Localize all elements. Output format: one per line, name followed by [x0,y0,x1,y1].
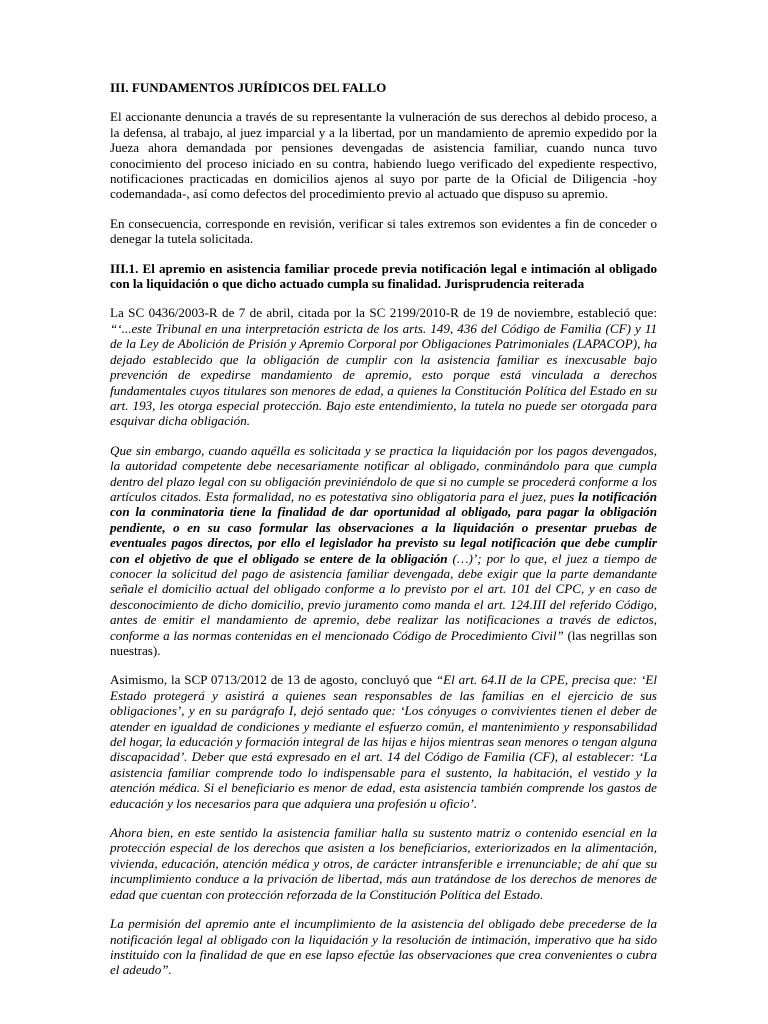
citation-intro: La SC 0436/2003-R de 7 de abril, citada por la SC 2199/2010-R de 19 de noviembre, estableció que: [110,305,657,321]
paragraph-apremio-permission: La permisión del apremio ante el incumplimiento de la asistencia del obligado debe precederse de la notificación legal al obligado con la liquidación y la resolución de intimación, imperativo que ha sido instituido con la finalidad de que en ese lapso efectúe las observaciones que crea convenientes o cubra el adeudo”. [110,916,657,978]
citation-intro-2: Asimismo, la SCP 0713/2012 de 13 de agosto, concluyó que [110,672,436,688]
paragraph-family-assistance: Ahora bien, en este sentido la asistencia familiar halla su sustento matriz o contenido esencial en la protección especial de los derechos que asisten a los beneficiarios, exteriorizados en la alimentación, vivienda, educación, atención médica y otros, de carácter intransferible e irrenunciable; de ahí que su incumplimiento conduce a la privación de libertad, más aun tratándose de los derechos de menores de edad que cuentan con protección reforzada de la Constitución Política del Estado. [110,825,657,902]
quote-part-a: Que sin embargo, cuando aquélla es solicitada y se practica la liquidación por los pagos devengados, la autoridad competente debe necesariamente notificar al obligado, conminándolo para que cumpla dentro del plazo legal con su obligación previniéndolo de que si no cumple se procederá conforme a los artículos citados. Esta formalidad, no es potestativa sino obligatoria para el juez, pues [110,442,657,504]
emphasis-note: (las negrillas son nuestras). [110,627,657,658]
citation-quote: “‘...este Tribunal en una interpretación estricta de los arts. 149, 436 del Código de Familia (CF) y 11 de la Ley de Abolición de Prisión y Apremio Corporal por Obligaciones Patrimoniales (LAPACOP), ha dejado establecido que la obligación de cumplir con la asistencia familiar es inexcusable bajo prevención de expedirse mandamiento de apremio, esto porque está vinculada a derechos fundamentales cuyos titulares son menores de edad, a quienes la Constitución Política del Estado en su art. 193, les otorga especial protección. Bajo este entendimiento, la tutela no puede ser otorgada para esquivar dicha obligación. [110,320,657,429]
section-heading: III. FUNDAMENTOS JURÍDICOS DEL FALLO [110,80,387,95]
paragraph-liquidation [110,443,657,659]
paragraph-complaint: El accionante denuncia a través de su representante la vulneración de sus derechos al debido proceso, a la defensa, al trabajo, al juez imparcial y a la libertad, por un mandamiento de apremio expedido por la Jueza ahora demandada por pensiones devengadas de asistencia familiar, cuando nunca tuvo conocimiento del proceso iniciado en su contra, habiendo luego verificado del expediente respectivo, notificaciones practicadas en domicilios ajenos al suyo por parte de la Oficial de Diligencia -hoy codemandada-, así como defectos del procedimiento previo al actuado que dispuso su apremio. [110,109,657,202]
paragraph-scp-0713 [110,672,657,811]
quote-part-b: (…)’; por lo que, el juez a tiempo de conocer la solicitud del pago de asistencia familiar devengada, debe exigir que la parte demandante señale el domicilio actual del obligado conforme a lo previsto por el art. 101 del CPC, y en caso de desconocimiento de dicho domicilio, previo juramento como manda el art. 124.III del referido Código, antes de emitir el mandamiento de apremio, debe realizar las notificaciones a través de edictos, conforme a las normas contenidas en el mencionado Código de Procedimiento Civil” [110,550,657,643]
paragraph-consequence: En consecuencia, corresponde en revisión, verificar si tales extremos son evidentes a fin de conceder o denegar la tutela solicitada. [110,215,657,247]
subsection-heading: III.1. El apremio en asistencia familiar procede previa notificación legal e intimación al obligado con la liquidación o que dicho actuado cumpla su finalidad. Jurisprudencia reiterada [110,260,657,292]
document-page [110,80,657,992]
citation-quote-2: “El art. 64.II de la CPE, precisa que: ‘El Estado protegerá y asistirá a quienes sean responsables de las familias en el ejercicio de sus obligaciones’, y en su parágrafo I, dejó sentado que: ‘Los cónyuges o convivientes tienen el deber de atender en igualdad de condiciones y mediante el esfuerzo común, el mantenimiento y responsabilidad del hogar, la educación y formación integral de las hijas e hijos mientras sean menores o tengan alguna discapacidad’. Deber que está expresado en el art. 14 del Código de Familia (CF), al establecer: ‘La asistencia familiar comprende todo lo indispensable para el sustento, la habitación, el vestido y la atención médica. Si el beneficiario es menor de edad, esta asistencia también comprende los gastos de educación y los necesarios para que adquiera una profesión u oficio’. [110,672,657,811]
quote-bold-part: la notificación con la conminatoria tiene la finalidad de dar oportunidad al obligado, para pagar la obligación pendiente, o en su caso formular las observaciones a la liquidación o presentar pruebas de eventuales pagos directos, por ello el legislador ha previsto su legal notificación que debe cumplir con el objetivo de que el obligado se entere de la obligación [110,488,658,566]
paragraph-sc-0436 [110,305,657,428]
